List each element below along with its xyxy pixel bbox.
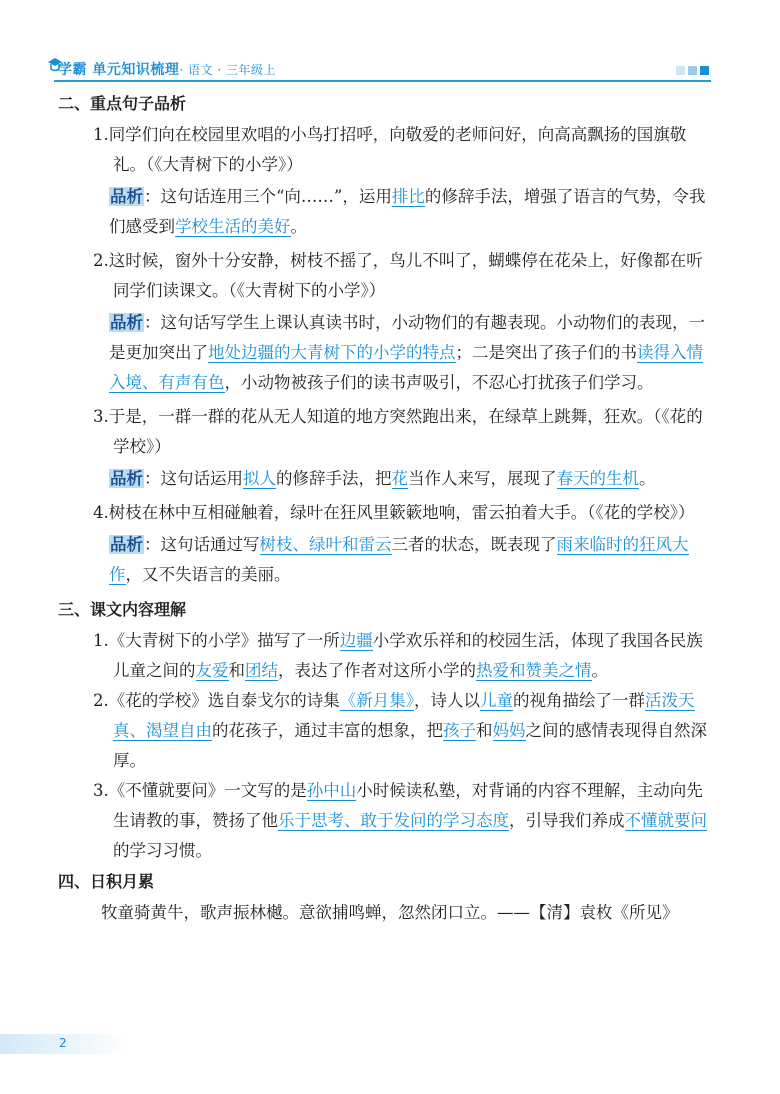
answer-fill: 《新月集》 [339,691,414,710]
poem-quote: 牧童骑黄牛，歌声振林樾。意欲捕鸣蝉，忽然闭口立。——【清】袁枚《所见》 [101,903,679,922]
answer-fill: 花 [391,469,408,488]
answer-fill: 树枝、绿叶和雷云 [259,535,392,554]
answer-fill: 地处边疆的大青树下的小学的特点 [208,343,456,362]
sentence-item-2: 2.这时候，窗外十分安静，树枝不摇了，鸟儿不叫了，蝴蝶停在花朵上，好像都在听同学们读课文。（《大青树下的小学》） [93,251,703,300]
header-square-3 [700,66,709,75]
header-rule [54,80,711,82]
header-square-2 [688,66,697,75]
header-title: 学霸 单元知识梳理· 语文 · 三年级上 [58,62,276,78]
analysis-2: 品析：这句话写学生上课认真读书时，小动物们的有趣表现。小动物们的表现，一是更加突出了地处边疆的大青树下的小学的特点；二是突出了孩子们的书读得入情入境、有声有色，小动物被孩子们的读书声吸引，不忍心打扰孩子们学习。 [109,313,705,392]
page-header [46,50,711,82]
answer-fill: 儿童 [480,691,513,710]
answer-fill: 拟人 [243,469,276,488]
analysis-label: 品析 [110,187,143,206]
answer-fill: 雨来临时的狂风大作 [109,535,689,584]
page-number: 2 [59,1036,67,1050]
answer-fill: 春天的生机 [556,469,639,488]
understanding-item-3: 3.《不懂就要问》一文写的是孙中山小时候读私塾，对背诵的内容不理解，主动向先生请教的事，赞扬了他乐于思考、敢于发问的学习态度，引导我们养成不懂就要问的学习习惯。 [93,781,707,860]
header-square-1 [676,66,685,75]
understanding-item-2: 2.《花的学校》选自泰戈尔的诗集《新月集》，诗人以儿童的视角描绘了一群活泼天真、渴望自由的花孩子，通过丰富的想象，把孩子和妈妈之间的感情表现得自然深厚。 [93,691,707,770]
section-heading-text-understanding: 三、课文内容理解 [58,600,187,619]
answer-fill: 学校生活的美好 [175,217,291,236]
answer-fill: 孩子 [443,721,476,740]
analysis-label: 品析 [110,313,143,332]
answer-fill: 妈妈 [492,721,526,740]
answer-fill: 读得入情入境、有声有色 [109,343,703,392]
answer-fill: 排比 [391,187,425,206]
section-heading-daily-accumulation: 四、日积月累 [58,872,155,891]
answer-fill: 友爱 [195,661,229,680]
answer-fill: 乐于思考、敢于发问的学习态度 [278,811,509,830]
analysis-label: 品析 [110,469,143,488]
answer-fill: 热爱和赞美之情 [476,661,592,680]
analysis-1: 品析：这句话连用三个“向……”，运用排比的修辞手法，增强了语言的气势，令我们感受到学校生活的美好。 [109,187,706,236]
understanding-item-1: 1.《大青树下的小学》描写了一所边疆小学欢乐祥和的校园生活，体现了我国各民族儿童之间的友爱和团结，表达了作者对这所小学的热爱和赞美之情。 [93,631,703,680]
answer-fill: 不懂就要问 [624,811,707,830]
sentence-item-1: 1.同学们向在校园里欢唱的小鸟打招呼，向敬爱的老师问好，向高高飘扬的国旗敬礼。（《大青树下的小学》） [93,125,687,174]
sentence-item-4: 4.树枝在林中互相碰触着，绿叶在狂风里簌簌地响，雷云拍着大手。（《花的学校》） [93,503,695,522]
analysis-4: 品析：这句话通过写树枝、绿叶和雷云三者的状态，既表现了雨来临时的狂风大作，又不失语言的美丽。 [109,535,689,584]
answer-fill: 团结 [245,661,278,680]
section-heading-key-sentences: 二、重点句子品析 [58,94,187,113]
header-decoration [676,66,709,75]
analysis-label: 品析 [110,535,143,554]
answer-fill: 活泼天真、渴望自由 [113,691,695,740]
analysis-3: 品析：这句话运用拟人的修辞手法，把花当作人来写，展现了春天的生机。 [110,469,656,488]
answer-fill: 边疆 [339,631,373,650]
sentence-item-3: 3.于是，一群一群的花从无人知道的地方突然跑出来，在绿草上跳舞，狂欢。（《花的学校》） [93,407,703,456]
page-content [60,88,715,928]
answer-fill: 孙中山 [306,781,357,800]
